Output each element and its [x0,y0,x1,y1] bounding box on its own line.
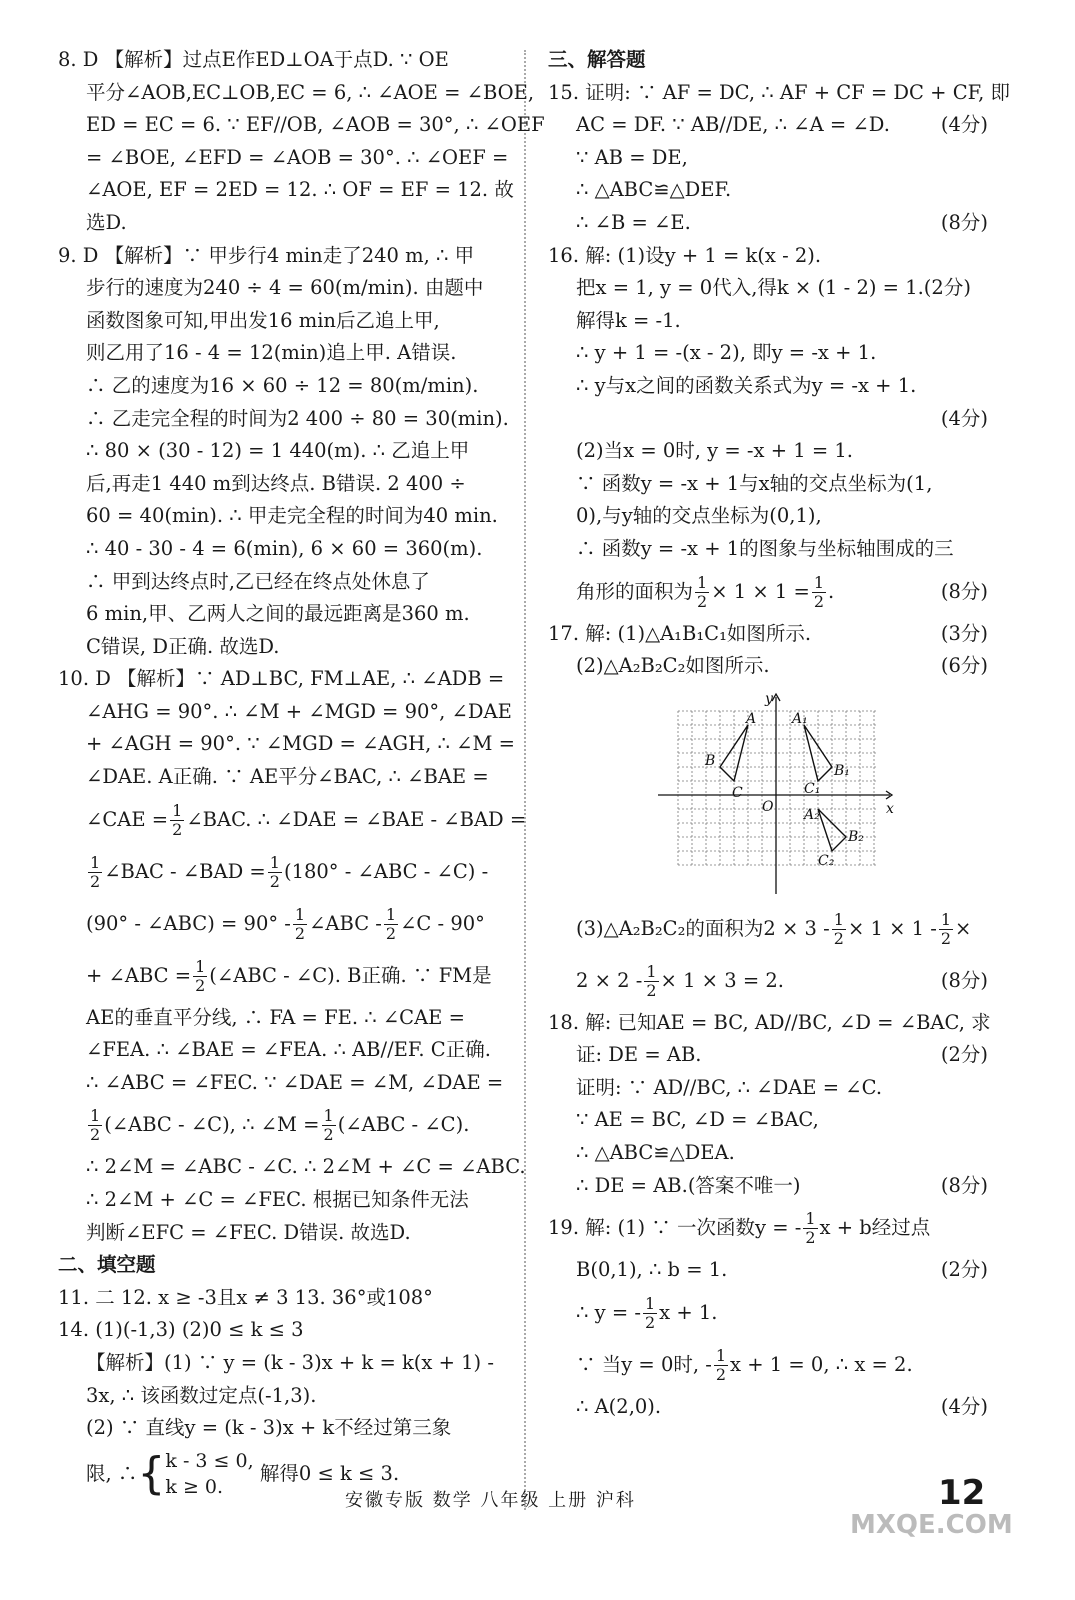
answer-16 [548,240,988,618]
label-x: x [886,800,894,817]
text-run: × 1 × 1 = [711,579,810,603]
text-run: ∴ y与x之间的函数关系式为y = -x + 1. [576,373,917,397]
text-run: × [955,916,972,940]
text-line [548,1254,988,1287]
denominator: 2 [90,871,101,891]
denominator: 2 [813,591,825,611]
text-run: 限, ∴ [86,1461,138,1485]
text-line [548,77,1011,110]
text-line: 6 min,甲、乙两人之间的最远距离是360 m. [86,602,470,626]
text-run: ∴ y + 1 = -(x - 2), 即y = -x + 1. [576,341,877,365]
numerator: 1 [195,956,206,976]
fraction [384,906,398,943]
text-run: ∠C - 90° [400,911,485,935]
label-a: A [746,710,757,727]
text-run: . [828,579,835,603]
text-line: 14. (1)(-1,3) (2)0 ≤ k ≤ 3 [58,1318,304,1342]
text-run: 角形的面积为 [576,579,694,603]
numerator: 1 [715,1345,727,1365]
text-line: 选D. [86,210,127,234]
text-run: ∵ 当y = 0时, - [576,1352,712,1376]
text-line [548,174,988,207]
denominator: 2 [90,1125,101,1145]
score: (6分) [940,654,988,678]
fraction [643,1295,657,1332]
text-line: 步行的速度为240 ÷ 4 = 60(m/min). 由题中 [86,276,484,300]
text-run: (180° - ∠ABC - ∠C) - [283,859,489,883]
text-line [548,500,988,533]
text-run: ∴ 函数y = -x + 1的图象与坐标轴围成的三 [576,536,954,560]
text-run: 2 × 2 - [576,968,643,992]
score: (8分) [940,1173,988,1197]
text-line [548,468,988,501]
label-b: B [705,752,716,769]
label-b2: B₂ [848,828,864,845]
section-heading-fill-blank: 二、填空题 [58,1253,156,1277]
right-column [548,44,1011,1423]
denominator: 2 [646,980,657,1000]
text-run: (90° - ∠ABC) = 90° - [86,911,291,935]
text-line: ∴ 甲到达终点时,乙已经在终点处休息了 [86,569,430,593]
text-run: 17. 解: (1)△A₁B₁C₁如图所示. [548,621,812,645]
text-line [548,337,988,370]
numerator: 1 [833,909,844,929]
text-line: ∠DAE. A正确. ∵ AE平分∠BAC, ∴ ∠BAE = [86,765,489,789]
denominator: 2 [644,1312,656,1332]
text-line: = ∠BOE, ∠EFD = ∠AOB = 30°. ∴ ∠OEF = [86,145,509,169]
text-line: ∴ 2∠M = ∠ABC - ∠C. ∴ 2∠M + ∠C = ∠ABC. [86,1155,526,1179]
text-line [548,142,988,175]
numerator: 1 [294,904,306,924]
axes [658,694,892,894]
numerator: 1 [90,1106,101,1126]
text-run: ∴ DE = AB.(答案不唯一) [576,1173,801,1197]
text-run: 解得k = -1. [576,308,681,332]
watermark: MXQE.COM [850,1510,1013,1540]
text-line [548,1202,988,1254]
text-line [548,1039,988,1072]
text-line: ∴ ∠ABC = ∠FEC. ∵ ∠DAE = ∠M, ∠DAE = [86,1070,504,1094]
text-line [58,950,503,1002]
text-run: 0),与y轴的交点坐标为(0,1), [576,504,822,528]
text-line [548,403,988,436]
answer-14 [58,1314,503,1502]
answer-15 [548,77,1011,240]
text-line: ∴ 2∠M + ∠C = ∠FEC. 根据已知条件无法 [86,1188,469,1212]
score: (2分) [940,1043,988,1067]
text-line [548,1007,991,1040]
text-line: AE的垂直平分线, ∴ FA = FE. ∴ ∠CAE = [86,1005,465,1029]
text-line [548,435,988,468]
column-divider [524,50,526,1510]
fraction [803,1210,817,1247]
text-run: (∠ABC - ∠C). [337,1113,470,1137]
score: (4分) [940,406,988,430]
label-a1: A₁ [792,710,808,727]
fraction [88,854,102,891]
text-line [548,533,988,566]
score: (2分) [940,1258,988,1282]
text-line [548,1104,988,1137]
answer-9 [58,240,509,664]
denominator: 2 [833,928,844,948]
text-line [58,846,503,898]
denominator: 2 [715,1364,727,1384]
text-run: ∴ △ABC≌△DEF. [576,178,732,202]
text-line [548,1339,988,1391]
score: (8分) [940,968,988,992]
fraction [644,963,658,1000]
text-run: × 1 × 3 = 2. [660,968,784,992]
text-run: AC = DF. ∵ AB//DE, ∴ ∠A = ∠D. [576,113,890,137]
text-line [58,898,503,950]
fraction [812,574,826,611]
fraction [170,802,184,839]
answer-8 [58,44,545,240]
text-run: ∵ AE = BC, ∠D = ∠BAC, [576,1108,819,1132]
text-line: 平分∠AOB,EC⊥OB,EC = 6, ∴ ∠AOE = ∠BOE, [86,80,535,104]
numerator: 1 [805,1209,816,1229]
text-line: 60 = 40(min). ∴ 甲走完全程的时间为40 min. [86,504,498,528]
text-run: 解得0 ≤ k ≤ 3. [259,1461,400,1485]
denominator: 2 [172,819,183,839]
text-line [548,1391,988,1424]
text-line: ∴ 乙走完全程的时间为2 400 ÷ 80 = 30(min). [86,406,509,430]
denominator: 2 [195,975,206,995]
text-line: 3x, ∴ 该函数过定点(-1,3). [86,1383,317,1407]
inequality-row: k ≥ 0. [165,1476,224,1499]
text-line [548,1072,988,1105]
left-column [58,44,545,1503]
text-line [58,1099,503,1151]
text-run: (3)△A₂B₂C₂的面积为2 × 3 - [576,916,830,940]
fraction [193,958,207,995]
answer-18 [548,1007,991,1203]
label-a2: A₂ [804,806,820,823]
text-line: ∴ 乙的速度为16 × 60 ÷ 12 = 80(m/min). [86,373,479,397]
numerator: 1 [644,1293,656,1313]
text-line [548,650,988,683]
text-run: (∠ABC - ∠C), ∴ ∠M = [104,1113,320,1137]
numerator: 1 [385,904,397,924]
score: (4分) [940,113,988,137]
denominator: 2 [805,1228,816,1248]
label-origin: O [762,798,774,815]
text-run: ∵ 函数y = -x + 1与x轴的交点坐标为(1, [576,471,933,495]
score: (8分) [940,579,988,603]
text-line [548,566,988,618]
denominator: 2 [697,591,708,611]
text-run: ∠ABC - [309,911,382,935]
page-footer: 安徽专版 数学 八年级 上册 沪科 [345,1490,636,1511]
text-line [58,794,527,846]
label-y: y [765,690,773,707]
text-run: 16. 解: (1)设y + 1 = k(x - 2). [548,243,822,267]
fraction [714,1347,728,1384]
text-run: B(0,1), ∴ b = 1. [576,1258,728,1282]
numerator: 1 [269,852,280,872]
score: (4分) [940,1394,988,1418]
text-line: ED = EC = 6. ∵ EF//OB, ∠AOB = 30°, ∴ ∠OEF [86,113,545,137]
denominator: 2 [294,923,306,943]
text-run: 证: DE = AB. [576,1043,702,1067]
text-line [548,305,988,338]
fraction [939,911,953,948]
numerator: 1 [646,961,657,981]
text-line [548,1287,988,1339]
denominator: 2 [323,1125,334,1145]
text-line [548,618,988,651]
label-b1: B₁ [834,762,850,779]
fraction [268,854,282,891]
text-run: (2)当x = 0时, y = -x + 1 = 1. [576,439,853,463]
text-run: 证明: ∵ AD//BC, ∴ ∠DAE = ∠C. [576,1075,883,1099]
text-line: 判断∠EFC = ∠FEC. D错误. 故选D. [86,1220,411,1244]
text-line [548,272,988,305]
text-run: + ∠ABC = [86,963,192,987]
text-run: ∠BAC - ∠BAD = [104,859,266,883]
score: (3分) [940,621,988,645]
label-c: C [732,784,743,801]
inequality-system [165,1448,253,1500]
denominator: 2 [940,928,951,948]
text-line: ∠AHG = 90°. ∴ ∠M + ∠MGD = 90°, ∠DAE [86,699,512,723]
text-run: x + b经过点 [819,1216,931,1240]
text-run: ∴ △ABC≌△DEA. [576,1141,735,1165]
text-line: 函数图象可知,甲出发16 min后乙追上甲, [86,308,440,332]
denominator: 2 [269,871,280,891]
text-line [548,955,988,1007]
inequality-row: k - 3 ≤ 0, [165,1450,254,1473]
text-run: ∠BAC. ∴ ∠DAE = ∠BAE - ∠BAD = [186,807,527,831]
text-run: ∴ y = - [576,1300,641,1324]
text-line: 后,再走1 440 m到达终点. B错误. 2 400 ÷ [86,471,466,495]
text-line [548,207,988,240]
text-line: ∠FEA. ∴ ∠BAE = ∠FEA. ∴ AB//EF. C正确. [86,1038,491,1062]
text-run: ∠CAE = [86,807,169,831]
text-run: 19. 解: (1) ∵ 一次函数y = - [548,1216,802,1240]
text-line: 9. D 【解析】∵ 甲步行4 min走了240 m, ∴ 甲 [58,243,475,267]
brace-symbol: { [137,1448,166,1500]
fraction [695,574,709,611]
numerator: 1 [90,852,101,872]
text-run: ∴ ∠B = ∠E. [576,210,691,234]
fraction [322,1107,336,1144]
text-run: 把x = 1, y = 0代入,得k × (1 - 2) = 1.(2分) [576,276,971,300]
text-line: 8. D 【解析】过点E作ED⊥OA于点D. ∵ OE [58,48,449,71]
text-line: ∠AOE, EF = 2ED = 12. ∴ OF = EF = 12. 故 [86,178,514,202]
numerator: 1 [813,572,825,592]
numerator: 1 [323,1106,334,1126]
text-line: 10. D 【解析】∵ AD⊥BC, FM⊥AE, ∴ ∠ADB = [58,667,505,691]
fraction [832,911,846,948]
score: (8分) [940,210,988,234]
text-line [548,370,988,403]
text-line [548,1170,988,1203]
text-line [548,1137,988,1170]
text-line: (2) ∵ 直线y = (k - 3)x + k不经过第三象 [86,1416,452,1440]
text-line [548,240,988,273]
text-line [548,109,988,142]
text-run: x + 1. [659,1300,718,1324]
answers-11-13: 11. 二 12. x ≥ -3且x ≠ 3 13. 36°或108° [58,1285,433,1309]
page-number: 12 [938,1473,986,1513]
answer-17 [548,618,988,1007]
text-run: × 1 × 1 - [847,916,937,940]
denominator: 2 [385,923,397,943]
answer-19 [548,1202,988,1423]
text-line: 则乙用了16 - 4 = 12(min)追上甲. A错误. [86,341,457,365]
text-run: (∠ABC - ∠C). B正确. ∵ FM是 [209,963,492,987]
coordinate-grid-figure [648,689,898,899]
section-heading-solutions: 三、解答题 [548,48,646,71]
text-run: ∵ AB = DE, [576,145,688,169]
text-line: C错误, D正确. 故选D. [86,634,280,658]
fraction [293,906,307,943]
text-run: 18. 解: 已知AE = BC, AD//BC, ∠D = ∠BAC, 求 [548,1010,991,1034]
label-c2: C₂ [818,852,835,869]
fraction [88,1107,102,1144]
text-run: (2)△A₂B₂C₂如图所示. [576,654,770,678]
numerator: 1 [940,909,951,929]
text-run: x + 1 = 0, ∴ x = 2. [730,1352,913,1376]
text-line: ∴ 40 - 30 - 4 = 6(min), 6 × 60 = 360(m). [86,536,483,560]
label-c1: C₁ [804,780,821,797]
text-line: 【解析】(1) ∵ y = (k - 3)x + k = k(x + 1) - [86,1351,494,1374]
text-line [548,903,988,955]
answer-10 [58,663,527,1249]
text-run: 15. 证明: ∵ AF = DC, ∴ AF + CF = DC + CF, 即 [548,80,1011,104]
text-line: + ∠AGH = 90°. ∵ ∠MGD = ∠AGH, ∴ ∠M = [86,732,515,756]
text-run: ∴ A(2,0). [576,1394,662,1418]
numerator: 1 [697,572,708,592]
text-line: ∴ 80 × (30 - 12) = 1 440(m). ∴ 乙追上甲 [86,439,470,463]
numerator: 1 [172,800,183,820]
